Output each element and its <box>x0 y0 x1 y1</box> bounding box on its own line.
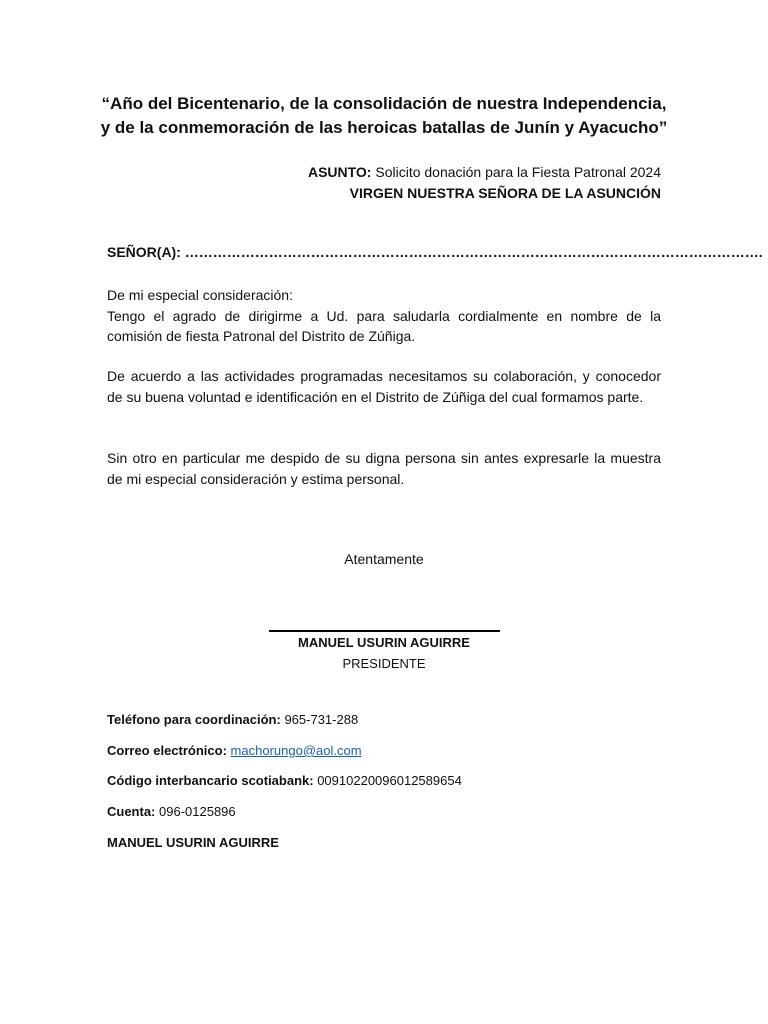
paragraph-2: De acuerdo a las actividades programadas necesitamos su colaboración, y conocedor de su buena voluntad e identificación en el Distrito de Zúñiga del cual formamos parte. <box>107 368 661 405</box>
email-label: Correo electrónico: <box>107 743 227 758</box>
subject-label: ASUNTO: <box>307 164 372 180</box>
closing: Atentamente <box>344 551 424 567</box>
paragraph-1: Tengo el agrado de dirigirme a Ud. para saludarla cordialmente en nombre de la comisión de fiesta Patronal del Distrito de Zúñiga. <box>107 307 661 344</box>
greeting: De mi especial consideración: <box>107 287 293 303</box>
email-link[interactable]: machorungo@aol.com <box>230 743 362 758</box>
signature-line <box>269 630 500 632</box>
subject-line <box>308 162 661 183</box>
title-line-2: y de la conmemoración de las heroicas batallas de Junín y Ayacucho” <box>100 118 668 137</box>
phone-line <box>107 712 358 727</box>
signer-name: MANUEL USURIN AGUIRRE <box>298 635 470 650</box>
email-line <box>107 743 362 758</box>
phone-label: Teléfono para coordinación: <box>107 712 281 727</box>
bank-code-value: 00910220096012589654 <box>313 773 462 788</box>
recipient-line: SEÑOR(A): ……………………………………………………………………………………………………………. <box>107 244 763 260</box>
signer-role: PRESIDENTE <box>342 656 426 671</box>
title-line-1: “Año del Bicentenario, de la consolidación de nuestra Independencia, <box>101 94 667 113</box>
account-value: 096-0125896 <box>155 804 236 819</box>
paragraph-3: Sin otro en particular me despido de su digna persona sin antes expresarle la muestra de mi especial consideración y estima personal. <box>107 450 661 487</box>
letter-title <box>60 92 708 140</box>
bank-code-line <box>107 773 462 788</box>
account-line <box>107 804 236 819</box>
phone-value: 965-731-288 <box>280 712 359 727</box>
account-holder: MANUEL USURIN AGUIRRE <box>107 835 279 850</box>
paragraph-greeting-block <box>107 285 661 347</box>
subject-text: Solicito donación para la Fiesta Patronal 2024 <box>371 164 661 180</box>
subject-block <box>308 162 661 204</box>
account-label: Cuenta: <box>107 804 156 819</box>
subject-subtitle: VIRGEN NUESTRA SEÑORA DE LA ASUNCIÓN <box>349 185 661 201</box>
bank-code-label: Código interbancario scotiabank: <box>107 773 314 788</box>
